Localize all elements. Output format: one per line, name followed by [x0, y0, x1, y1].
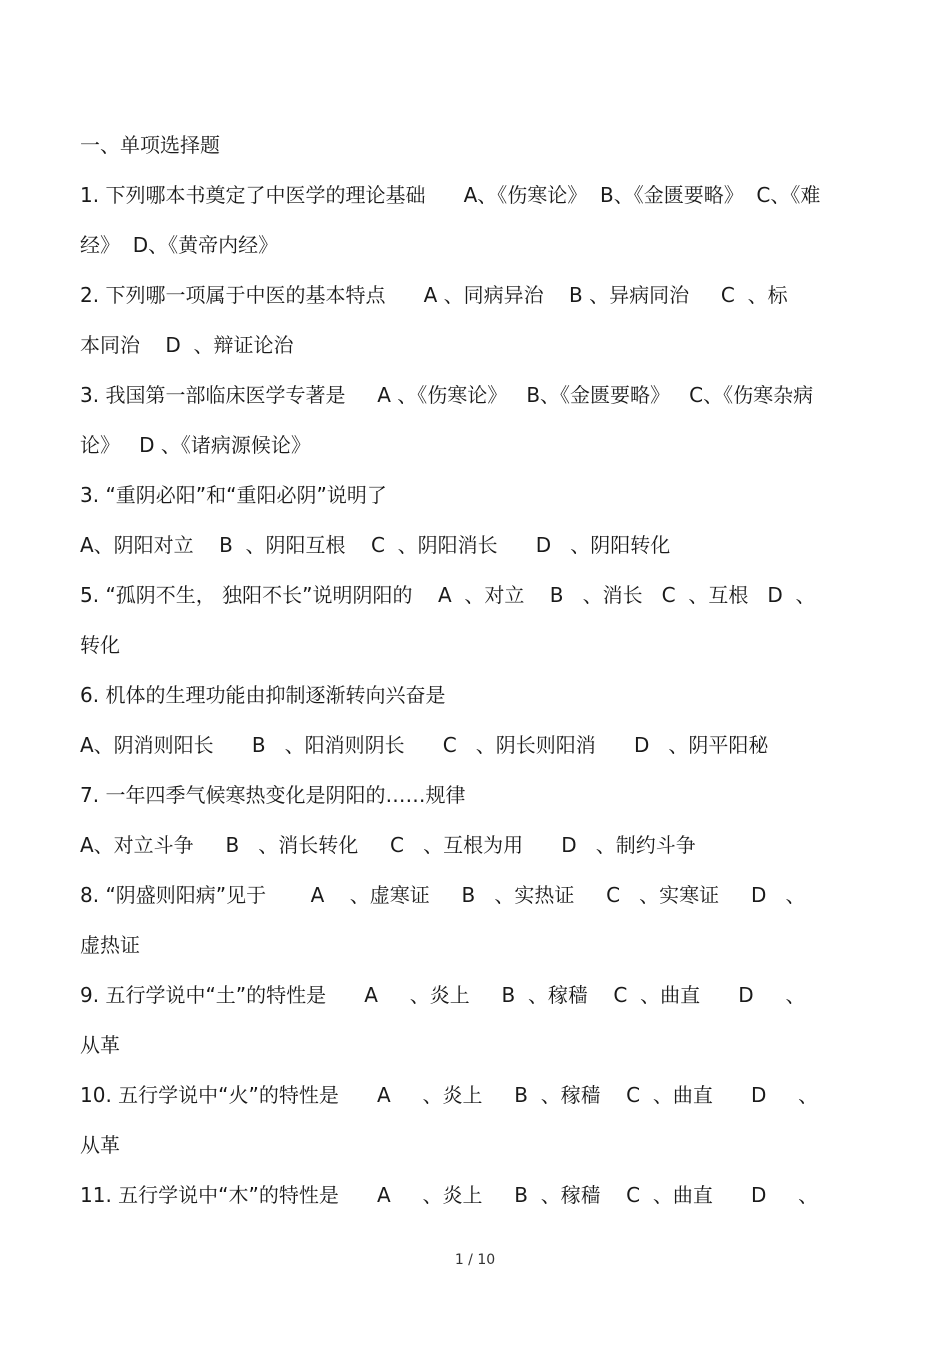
question-3b-options: A、阴阳对立 B 、阴阳互根 C 、阴阳消长 D 、阴阳转化 [80, 533, 671, 557]
question-8-line-2: 虚热证 [80, 933, 140, 957]
question-7-stem: 7. 一年四季气候寒热变化是阴阳的……规律 [80, 783, 466, 807]
question-8-line-1: 8. “阴盛则阳病”见于 A 、虚寒证 B 、实热证 C 、实寒证 D 、 [80, 883, 806, 907]
question-5-line-2: 转化 [80, 633, 120, 657]
question-6-stem: 6. 机体的生理功能由抑制逐渐转向兴奋是 [80, 683, 446, 707]
document-body [80, 120, 872, 1220]
question-10-line-1: 10. 五行学说中“火”的特性是 A 、炎上 B 、稼穑 C 、曲直 D 、 [80, 1083, 819, 1107]
question-9-line-1: 9. 五行学说中“土”的特性是 A 、炎上 B 、稼穑 C 、曲直 D 、 [80, 983, 806, 1007]
question-2-line-1: 2. 下列哪一项属于中医的基本特点 A 、同病异治 B 、异病同治 C 、标 [80, 283, 788, 307]
question-1-line-1: 1. 下列哪本书奠定了中医学的理论基础 A、《伤寒论》 B、《金匮要略》 C、《难 [80, 183, 821, 207]
question-10-line-2: 从革 [80, 1133, 120, 1157]
question-3b-stem: 3. “重阴必阳”和“重阳必阴”说明了 [80, 483, 387, 507]
question-1-line-2: 经》 D、《黄帝内经》 [80, 233, 279, 257]
question-9-line-2: 从革 [80, 1033, 120, 1057]
section-heading: 一、单项选择题 [80, 133, 220, 157]
question-3-line-1: 3. 我国第一部临床医学专著是 A 、《伤寒论》 B、《金匮要略》 C、《伤寒杂病 [80, 383, 814, 407]
question-6-options: A、阴消则阳长 B 、阳消则阴长 C 、阴长则阳消 D 、阴平阳秘 [80, 733, 769, 757]
question-5-line-1: 5. “孤阴不生， 独阳不长”说明阴阳的 A 、对立 B 、消长 C 、互根 D 、 [80, 583, 816, 607]
page-indicator: 1 / 10 [454, 1252, 496, 1268]
question-7-options: A、对立斗争 B 、消长转化 C 、互根为用 D 、制约斗争 [80, 833, 696, 857]
question-3-line-2: 论》 D 、《诸病源候论》 [80, 433, 311, 457]
question-11-line-1: 11. 五行学说中“木”的特性是 A 、炎上 B 、稼穑 C 、曲直 D 、 [80, 1183, 819, 1207]
question-2-line-2: 本同治 D 、辩证论治 [80, 333, 294, 357]
